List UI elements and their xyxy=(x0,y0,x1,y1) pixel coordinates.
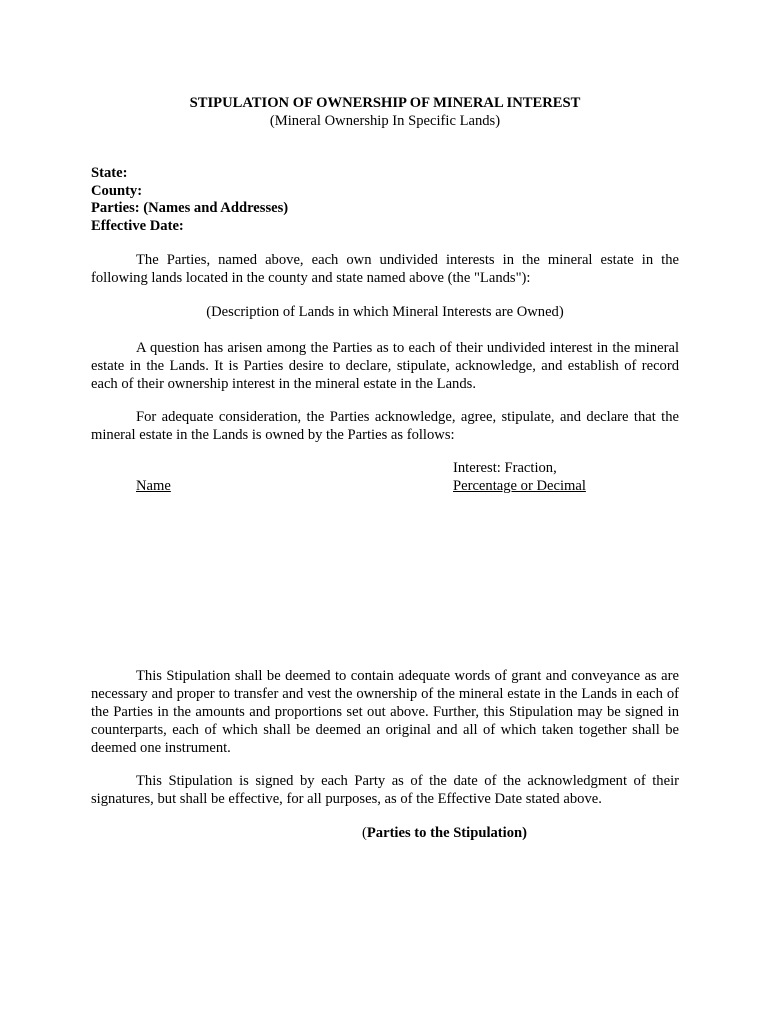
name-column-header: Name xyxy=(136,478,171,494)
interest-header-line2: Percentage or Decimal xyxy=(453,478,586,494)
header-fields xyxy=(91,164,288,234)
interest-column-header xyxy=(453,459,586,495)
paragraph-question: A question has arisen among the Parties as to each of their undivided interest in the mineral estate in the Lands. It is Parties desire to declare, stipulate, acknowledge, and establish of record each of their ownership interest in the mineral estate in the Lands. xyxy=(91,340,679,392)
paragraph-grant-conveyance: This Stipulation shall be deemed to contain adequate words of grant and conveyance as are necessary and proper to transfer and vest the ownership of the mineral estate in the Lands in each of the Parties in the amounts and proportions set out above. Further, this Stipulation may be signed in counterparts, each of which shall be deemed an original and all of which taken together shall be deemed one instrument. xyxy=(91,668,679,756)
county-field: County: xyxy=(91,182,143,199)
document-title: STIPULATION OF OWNERSHIP OF MINERAL INTEREST xyxy=(189,95,581,111)
document-subtitle: (Mineral Ownership In Specific Lands) xyxy=(269,113,501,129)
paragraph-lands-intro: The Parties, named above, each own undivided interests in the mineral estate in the following lands located in the county and state named above (the "Lands"): xyxy=(91,252,679,286)
parties-field: Parties: (Names and Addresses) xyxy=(91,200,289,216)
paragraph-consideration: For adequate consideration, the Parties acknowledge, agree, stipulate, and declare that the mineral estate in the Lands is owned by the Parties as follows: xyxy=(91,409,679,443)
signature-label: Parties to the Stipulation) xyxy=(366,825,527,841)
signature-open-paren: ( xyxy=(362,825,367,841)
paragraph-signature-effective: This Stipulation is signed by each Party as of the date of the acknowledgment of their signatures, but shall be effective, for all purposes, as of the Effective Date stated above. xyxy=(91,773,679,807)
state-field: State: xyxy=(91,165,128,181)
effective-date-field: Effective Date: xyxy=(91,217,184,234)
signature-block xyxy=(362,824,527,842)
lands-description: (Description of Lands in which Mineral Interests are Owned) xyxy=(206,304,564,320)
interest-header-line1: Interest: Fraction, xyxy=(453,460,557,476)
